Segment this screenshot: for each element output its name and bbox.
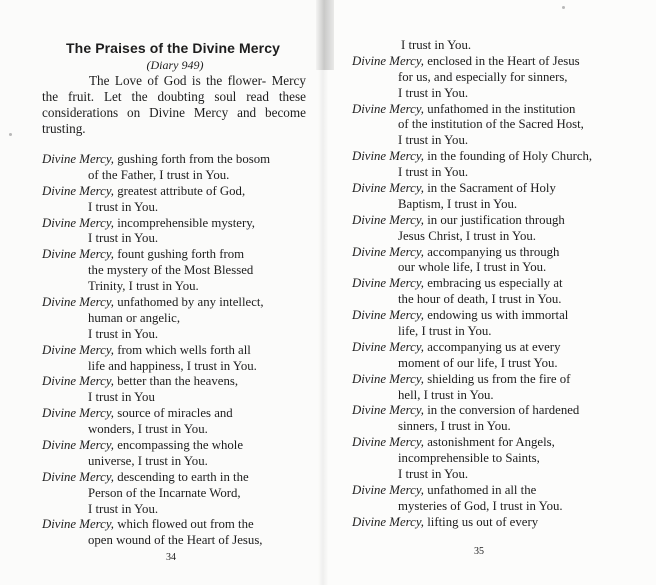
page-subtitle: (Diary 949) [146, 58, 204, 72]
litany-continuation: life and happiness, I trust in You. [88, 358, 257, 373]
binding-shadow [316, 0, 334, 70]
litany-continuation: life, I trust in You. [398, 324, 492, 339]
litany-continuation: the hour of death, I trust in You. [398, 292, 562, 307]
litany-continuation: I trust in You. [398, 133, 469, 148]
invocation-lead: Divine Mercy, [352, 403, 425, 418]
litany-line: I trust in You. [401, 38, 472, 52]
litany-entry-1 [352, 54, 642, 70]
invocation-text: in the conversion of hardened [424, 403, 580, 418]
litany-continuation: I trust in You. [88, 199, 159, 214]
litany-entry-2 [42, 184, 310, 200]
right-litany-list [352, 38, 642, 531]
paper-speck [562, 6, 565, 9]
invocation-lead: Divine Mercy, [42, 342, 115, 357]
invocation-lead: Divine Mercy, [42, 438, 115, 453]
litany-continuation: human or angelic, [88, 310, 181, 325]
invocation-text: lifting us out of every [424, 514, 539, 529]
litany-entry-2 [352, 102, 642, 118]
invocation-lead: Divine Mercy, [352, 339, 425, 354]
invocation-text: enclosed in the Heart of Jesus [424, 53, 580, 68]
litany-continuation: Jesus Christ, I trust in You. [398, 228, 536, 243]
invocation-text: shielding us from the fire of [424, 371, 571, 386]
invocation-lead: Divine Mercy, [352, 244, 425, 259]
page-number-right: 35 [474, 546, 484, 557]
invocation-lead: Divine Mercy, [352, 276, 425, 291]
invocation-text: unfathomed in the institution [424, 101, 576, 116]
paper-speck [9, 133, 12, 136]
invocation-lead: Divine Mercy, [42, 247, 115, 262]
invocation-lead: Divine Mercy, [42, 374, 115, 389]
litany-entry-1 [42, 152, 310, 168]
litany-entry-11 [42, 517, 310, 533]
invocation-lead: Divine Mercy, [352, 149, 425, 164]
invocation-text: incomprehensible mystery, [114, 215, 255, 230]
invocation-lead: Divine Mercy, [352, 181, 425, 196]
invocation-lead: Divine Mercy, [352, 53, 425, 68]
intro-paragraph [42, 73, 306, 137]
litany-continuation: I trust in You. [398, 165, 469, 180]
invocation-lead: Divine Mercy, [352, 371, 425, 386]
litany-continuation: sinners, I trust in You. [398, 419, 511, 434]
invocation-text: better than the heavens, [114, 374, 239, 389]
litany-continuation: I trust in You. [88, 231, 159, 246]
litany-entry-12 [352, 435, 642, 451]
litany-entry-3 [352, 149, 642, 165]
invocation-text: embracing us especially at [424, 276, 563, 291]
litany-entry-10 [352, 372, 642, 388]
litany-entry-5 [352, 213, 642, 229]
litany-entry-7 [352, 276, 642, 292]
invocation-lead: Divine Mercy, [42, 469, 115, 484]
litany-entry-7 [42, 374, 310, 390]
invocation-lead: Divine Mercy, [42, 183, 115, 198]
litany-entry-3 [42, 216, 310, 232]
litany-continuation: moment of our life, I trust You. [398, 355, 558, 370]
invocation-lead: Divine Mercy, [352, 435, 425, 450]
invocation-text: from which wells forth all [114, 342, 251, 357]
litany-continuation: open wound of the Heart of Jesus, [88, 533, 263, 548]
invocation-lead: Divine Mercy, [352, 212, 425, 227]
invocation-lead: Divine Mercy, [352, 514, 425, 529]
invocation-text: in the Sacrament of Holy [424, 181, 556, 196]
invocation-lead: Divine Mercy, [42, 295, 115, 310]
litany-entry-4 [42, 247, 310, 263]
litany-entry-9 [352, 340, 642, 356]
litany-entry-6 [352, 245, 642, 261]
invocation-text: source of miracles and [114, 406, 233, 421]
invocation-text: fount gushing forth from [114, 247, 245, 262]
intro-text: The Love of God is the flower- Mercy the fruit. Let the doubting soul read these considerations on Divine Mercy and become trusting. [42, 73, 306, 136]
litany-continuation: I trust in You [88, 390, 155, 405]
left-page [0, 0, 322, 585]
invocation-lead: Divine Mercy, [352, 101, 425, 116]
invocation-text: gushing forth from the bosom [114, 152, 271, 166]
litany-continuation: incomprehensible to Saints, [398, 451, 540, 466]
page-number-left: 34 [166, 552, 176, 563]
litany-continuation: the mystery of the Most Blessed [88, 263, 254, 278]
invocation-lead: Divine Mercy, [352, 482, 425, 497]
invocation-lead: Divine Mercy, [42, 152, 115, 166]
litany-entry-11 [352, 403, 642, 419]
invocation-text: endowing us with immortal [424, 308, 569, 323]
invocation-text: accompanying us at every [424, 339, 561, 354]
page-title: The Praises of the Divine Mercy [66, 40, 280, 56]
litany-continuation: Trinity, I trust in You. [88, 279, 199, 294]
litany-continuation: Baptism, I trust in You. [398, 196, 518, 211]
litany-continuation: I trust in You. [398, 467, 469, 482]
invocation-text: encompassing the whole [114, 438, 244, 453]
left-litany-list [42, 152, 310, 549]
litany-continuation: of the Father, I trust in You. [88, 167, 230, 182]
litany-continuation: wonders, I trust in You. [88, 422, 208, 437]
litany-continuation: hell, I trust in You. [398, 387, 494, 402]
invocation-text: descending to earth in the [114, 469, 249, 484]
litany-entry-8 [352, 308, 642, 324]
invocation-text: accompanying us through [424, 244, 560, 259]
litany-continuation: I trust in You. [398, 85, 469, 100]
invocation-text: which flowed out from the [114, 517, 254, 532]
litany-continuation: of the institution of the Sacred Host, [398, 117, 584, 132]
invocation-text: in our justification through [424, 212, 565, 227]
litany-continuation: Person of the Incarnate Word, [88, 485, 241, 500]
litany-entry-4 [352, 181, 642, 197]
litany-continuation: I trust in You. [88, 501, 159, 516]
litany-entry-10 [42, 470, 310, 486]
litany-continuation: universe, I trust in You. [88, 453, 208, 468]
invocation-lead: Divine Mercy, [352, 308, 425, 323]
invocation-lead: Divine Mercy, [42, 406, 115, 421]
litany-entry-13 [352, 483, 642, 499]
invocation-text: astonishment for Angels, [424, 435, 555, 450]
invocation-lead: Divine Mercy, [42, 517, 115, 532]
litany-continuation: mysteries of God, I trust in You. [398, 498, 563, 513]
binding-fold [318, 70, 328, 585]
litany-entry-8 [42, 406, 310, 422]
litany-entry-6 [42, 343, 310, 359]
litany-continuation: I trust in You. [88, 326, 159, 341]
invocation-text: in the founding of Holy Church, [424, 149, 593, 164]
invocation-text: unfathomed by any intellect, [114, 295, 264, 310]
litany-entry-9 [42, 438, 310, 454]
litany-continuation: for us, and especially for sinners, [398, 69, 568, 84]
invocation-text: greatest attribute of God, [114, 183, 246, 198]
invocation-lead: Divine Mercy, [42, 215, 115, 230]
litany-continuation: our whole life, I trust in You. [398, 260, 547, 275]
litany-entry-5 [42, 295, 310, 311]
litany-entry-14 [352, 515, 642, 531]
invocation-text: unfathomed in all the [424, 482, 537, 497]
